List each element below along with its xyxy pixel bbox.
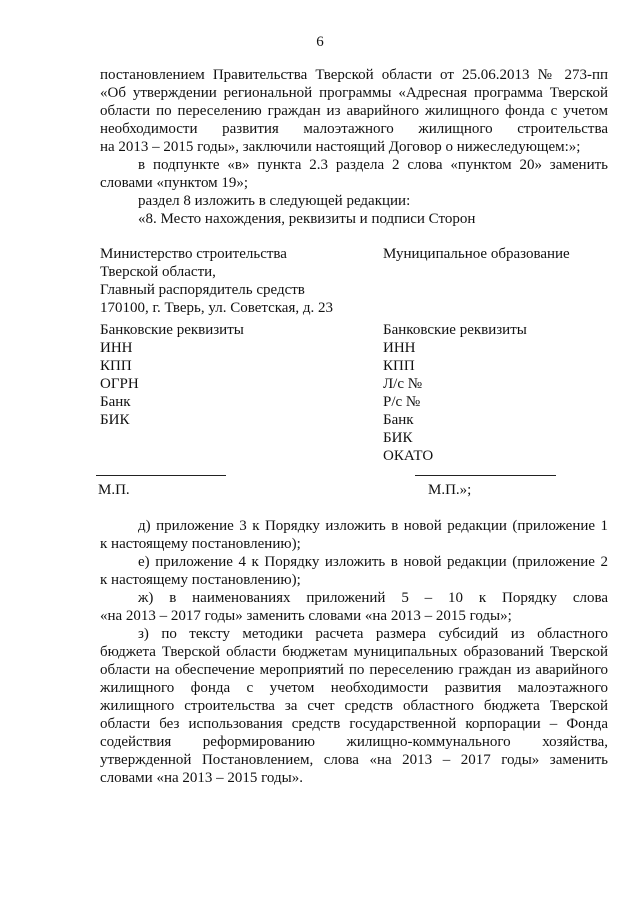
- right-bank-line: Л/с №: [383, 376, 423, 392]
- left-bank-line: ОГРН: [100, 376, 139, 392]
- left-party-line: Министерство строительства: [100, 246, 287, 262]
- paragraph-line: к настоящему постановлению);: [100, 536, 301, 552]
- paragraph-line: постановлением Правительства Тверской области от 25.06.2013 № 273-пп: [100, 67, 608, 83]
- paragraph-line: з) по тексту методики расчета размера субсидий из областного: [138, 626, 608, 642]
- paragraph-line: содействия реформированию жилищно-коммунального хозяйства,: [100, 734, 608, 750]
- right-bank-line: КПП: [383, 358, 415, 374]
- left-bank-line: Банковские реквизиты: [100, 322, 244, 338]
- left-signature-line: [96, 475, 226, 476]
- page-number: 6: [316, 34, 324, 50]
- left-party-line: 170100, г. Тверь, ул. Советская, д. 23: [100, 300, 333, 316]
- right-bank-line: ИНН: [383, 340, 416, 356]
- right-signature-line: [415, 475, 556, 476]
- paragraph-line: жилищного фонда с учетом необходимости развития малоэтажного: [100, 680, 608, 696]
- paragraph-line: к настоящему постановлению);: [100, 572, 301, 588]
- section-heading: «8. Место нахождения, реквизиты и подписи Сторон: [138, 211, 476, 227]
- right-bank-line: Р/с №: [383, 394, 421, 410]
- right-bank-line: БИК: [383, 430, 413, 446]
- left-bank-line: БИК: [100, 412, 130, 428]
- paragraph-line: бюджета Тверской области бюджетам муниципальных образований Тверской: [100, 644, 608, 660]
- left-party-line: Главный распорядитель средств: [100, 282, 305, 298]
- paragraph-line: д) приложение 3 к Порядку изложить в новой редакции (приложение 1: [138, 518, 608, 534]
- right-bank-line: Банковские реквизиты: [383, 322, 527, 338]
- paragraph-line: необходимости развития малоэтажного жилищного строительства: [100, 121, 608, 137]
- right-bank-line: Банк: [383, 412, 414, 428]
- left-bank-line: КПП: [100, 358, 132, 374]
- paragraph-line: раздел 8 изложить в следующей редакции:: [138, 193, 411, 209]
- paragraph-line: е) приложение 4 к Порядку изложить в новой редакции (приложение 2: [138, 554, 608, 570]
- paragraph-line: области без использования средств государственной корпорации – Фонда: [100, 716, 608, 732]
- left-bank-line: Банк: [100, 394, 131, 410]
- paragraph-line: области на обеспечение мероприятий по переселению граждан из аварийного: [100, 662, 608, 678]
- paragraph-line: «Об утверждении региональной программы «Адресная программа Тверской: [100, 85, 608, 101]
- paragraph-line: утвержденной Постановлением, слова «на 2013 – 2017 годы» заменить: [100, 752, 608, 768]
- paragraph-line: в подпункте «в» пункта 2.3 раздела 2 слова «пунктом 20» заменить: [138, 157, 608, 173]
- paragraph-line: «на 2013 – 2017 годы» заменить словами «на 2013 – 2015 годы»;: [100, 608, 512, 624]
- paragraph-line: на 2013 – 2015 годы», заключили настоящий Договор о нижеследующем:»;: [100, 139, 581, 155]
- right-bank-line: ОКАТО: [383, 448, 434, 464]
- right-party-line: Муниципальное образование: [383, 246, 570, 262]
- paragraph-line: области по переселению граждан из аварийного жилищного фонда с учетом: [100, 103, 608, 119]
- paragraph-line: ж) в наименованиях приложений 5 – 10 к Порядку слова: [138, 590, 608, 606]
- paragraph-line: словами «на 2013 – 2015 годы».: [100, 770, 303, 786]
- left-bank-line: ИНН: [100, 340, 133, 356]
- right-stamp-label: М.П.»;: [428, 482, 472, 498]
- left-stamp-label: М.П.: [98, 482, 130, 498]
- paragraph-line: жилищного строительства за счет средств областного бюджета Тверской: [100, 698, 608, 714]
- left-party-line: Тверской области,: [100, 264, 216, 280]
- paragraph-line: словами «пунктом 19»;: [100, 175, 249, 191]
